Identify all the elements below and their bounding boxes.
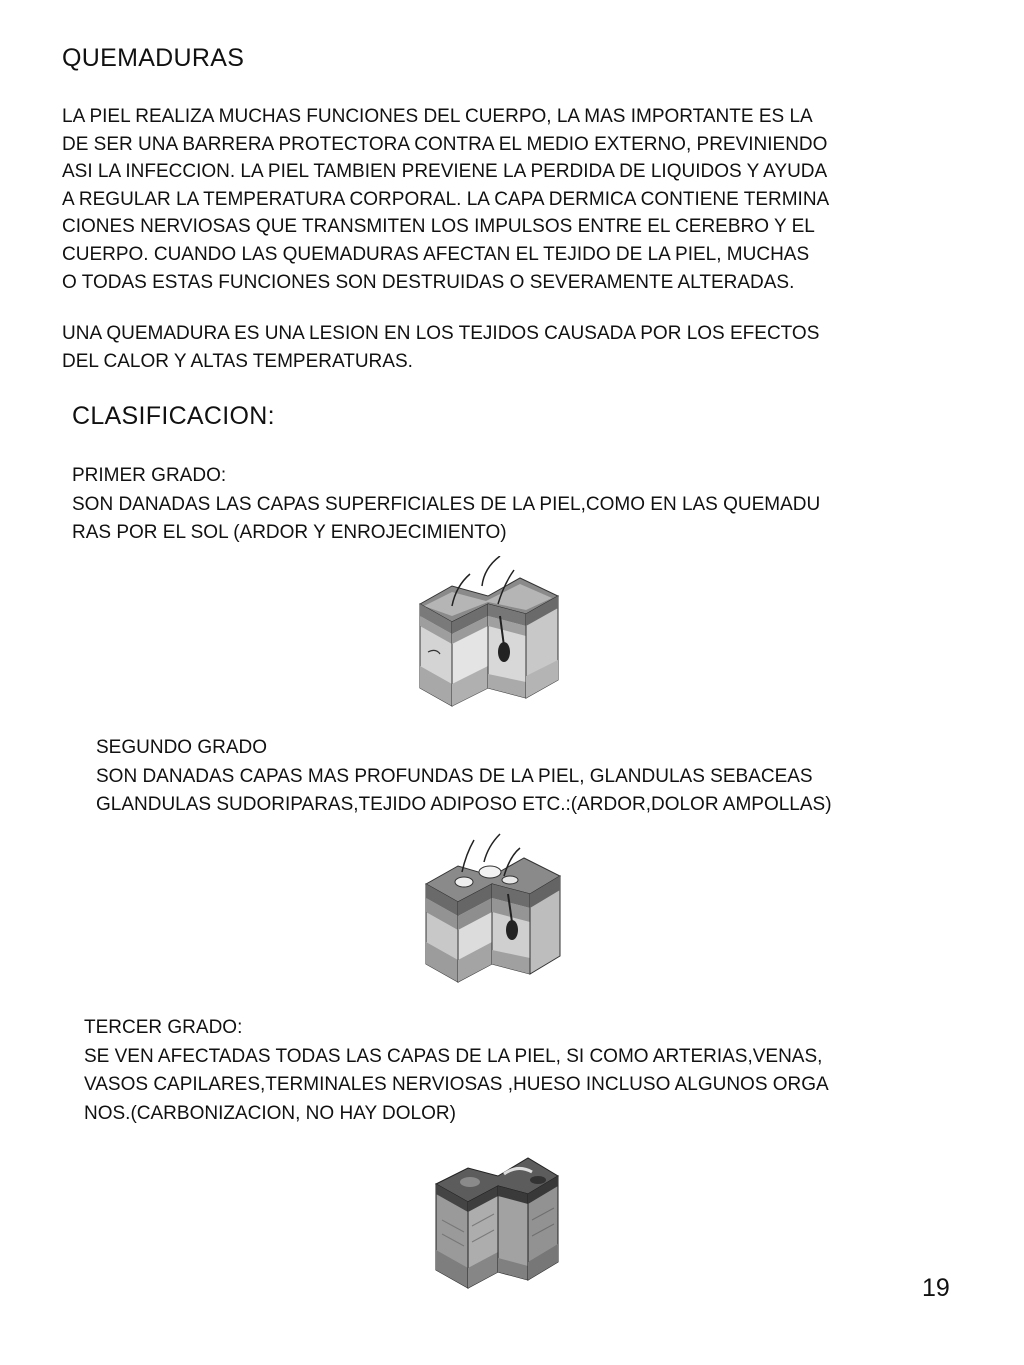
intro-line: LA PIEL REALIZA MUCHAS FUNCIONES DEL CUERPO, LA MAS IMPORTANTE ES LA [62,106,813,127]
intro-line: O TODAS ESTAS FUNCIONES SON DESTRUIDAS O SEVERAMENTE ALTERADAS. [62,271,795,293]
grade-heading: TERCER GRADO: [84,1017,243,1038]
grade-description-line: NOS.(CARBONIZACION, NO HAY DOLOR) [84,1102,456,1124]
page-number: 19 [922,1274,950,1302]
intro-line: CIONES NERVIOSAS QUE TRANSMITEN LOS IMPULSOS ENTRE EL CEREBRO Y EL [62,216,815,238]
grade-heading: SEGUNDO GRADO [96,737,268,758]
second-degree-skin-illustration [414,832,572,992]
grade-description-line: SON DANADAS CAPAS MAS PROFUNDAS DE LA PIEL, GLANDULAS SEBACEAS [96,765,813,787]
third-degree-skin-illustration [428,1150,564,1300]
grade-description-line: SON DANADAS LAS CAPAS SUPERFICIALES DE LA PIEL,COMO EN LAS QUEMADU [72,493,821,515]
grade-description-line: GLANDULAS SUDORIPARAS,TEJIDO ADIPOSO ETC.:(ARDOR,DOLOR AMPOLLAS) [96,794,832,815]
definition-line: UNA QUEMADURA ES UNA LESION EN LOS TEJIDOS CAUSADA POR LOS EFECTOS [62,323,820,344]
grade-description-line: SE VEN AFECTADAS TODAS LAS CAPAS DE LA PIEL, SI COMO ARTERIAS,VENAS, [84,1045,823,1067]
definition-paragraph [62,320,819,375]
grade-description-line: RAS POR EL SOL (ARDOR Y ENROJECIMIENTO) [72,522,507,543]
definition-line: DEL CALOR Y ALTAS TEMPERATURAS. [62,350,413,372]
classification-heading: CLASIFICACION: [72,402,275,430]
intro-line: DE SER UNA BARRERA PROTECTORA CONTRA EL MEDIO EXTERNO, PREVINIENDO [62,133,828,155]
grade-heading: PRIMER GRADO: [72,465,227,486]
intro-paragraph [62,103,829,296]
first-degree-section [72,462,820,548]
first-degree-skin-illustration [408,556,568,716]
intro-line: CUERPO. CUANDO LAS QUEMADURAS AFECTAN EL TEJIDO DE LA PIEL, MUCHAS [62,243,810,265]
third-degree-section [84,1014,829,1128]
page-title: QUEMADURAS [62,44,245,72]
second-degree-section [96,734,832,820]
grade-description-line: VASOS CAPILARES,TERMINALES NERVIOSAS ,HUESO INCLUSO ALGUNOS ORGA [84,1074,829,1095]
intro-line: ASI LA INFECCION. LA PIEL TAMBIEN PREVIENE LA PERDIDA DE LIQUIDOS Y AYUDA [62,161,828,183]
intro-line: A REGULAR LA TEMPERATURA CORPORAL. LA CAPA DERMICA CONTIENE TERMINA [62,188,830,210]
